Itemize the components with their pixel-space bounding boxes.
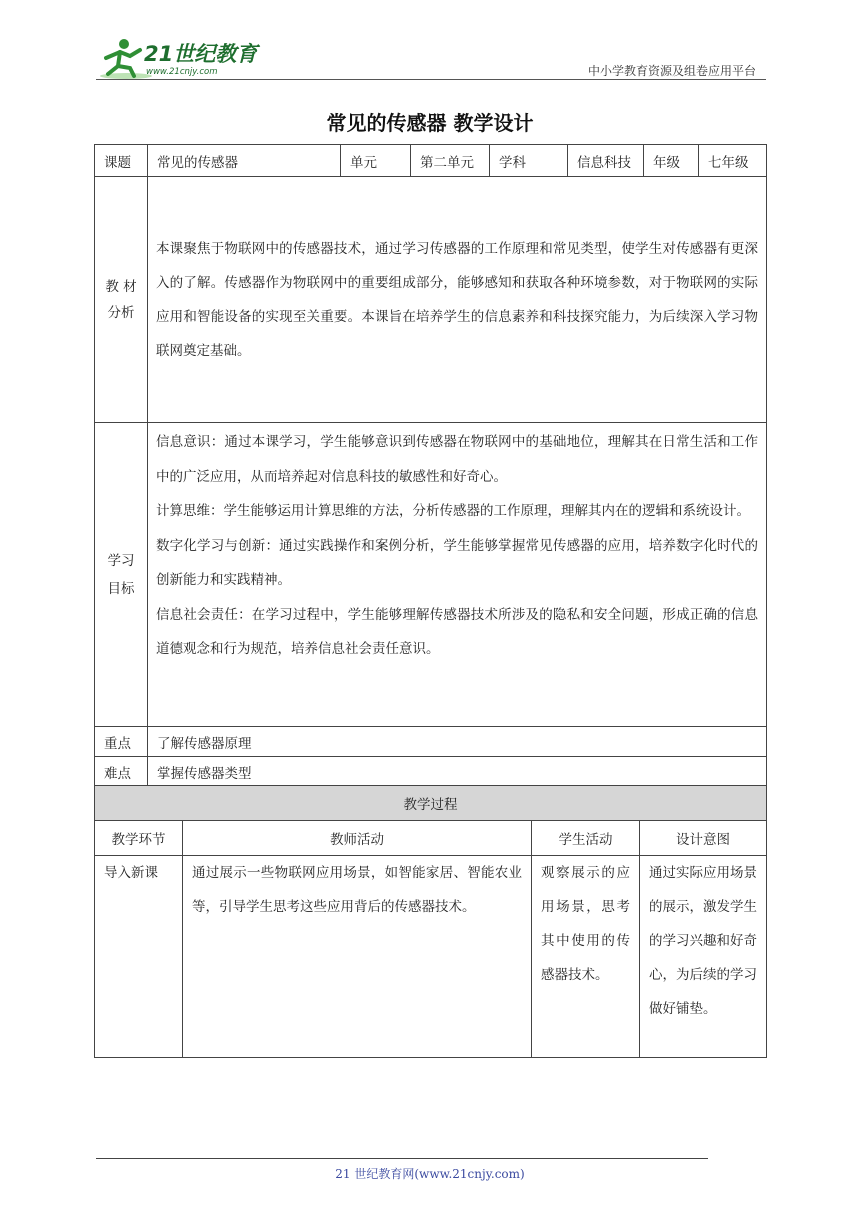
design-intent-text: 通过实际应用场景的展示，激发学生的学习兴趣和好奇心，为后续的学习做好铺垫。: [649, 865, 757, 1017]
goals-label-line2: 目标: [107, 580, 135, 597]
grade-value: 七年级: [699, 145, 767, 177]
page-title: 常见的传感器 教学设计: [326, 111, 534, 135]
process-title-row: [95, 786, 767, 821]
goal-item: 计算思维：学生能够运用计算思维的方法，分析传感器的工作原理，理解其内在的逻辑和系统设计。: [156, 503, 750, 519]
analysis-row: [95, 177, 767, 423]
student-activity-text: 观察展示的应用场景，思考其中使用的传感器技术。: [541, 865, 630, 983]
goals-label-line1: 学习: [107, 552, 135, 569]
topic-value: 常见的传感器: [148, 145, 341, 177]
teacher-activity-cell: [183, 856, 532, 1058]
lesson-info-table: [94, 144, 767, 787]
logo-wordmark: 21世纪教育: [144, 42, 258, 66]
column-header: 教学环节: [95, 821, 183, 856]
analysis-label: [95, 177, 148, 423]
site-logo[interactable]: [96, 36, 266, 84]
analysis-text: 本课聚焦于物联网中的传感器技术，通过学习传感器的工作原理和常见类型，使学生对传感器有更深入的了解。传感器作为物联网中的重要组成部分，能够感知和获取各种环境参数，对于物联网的实际应用和智能设备的实现至关重要。本课旨在培养学生的信息素养和科技探究能力，为后续深入学习物联网奠定基础。: [156, 240, 758, 359]
analysis-cell: [148, 177, 767, 423]
process-header-row: [95, 821, 767, 856]
header-divider: [96, 79, 766, 80]
goals-label: [95, 423, 148, 727]
footer-divider: [96, 1158, 708, 1159]
column-header: 设计意图: [640, 821, 767, 856]
student-activity-cell: [532, 856, 640, 1058]
analysis-label-line2: 分析: [107, 304, 135, 321]
difficulty-row: [95, 757, 767, 787]
goal-item: 信息社会责任：在学习过程中，学生能够理解传感器技术所涉及的隐私和安全问题，形成正确的信息道德观念和行为规范，培养信息社会责任意识。: [156, 606, 758, 657]
key-point-value: 了解传感器原理: [148, 727, 767, 757]
teaching-process-table: [94, 785, 767, 1058]
info-row: [95, 145, 767, 177]
topic-label: 课题: [95, 145, 148, 177]
runner-logo-icon: [96, 36, 266, 84]
process-title: 教学过程: [95, 786, 767, 821]
key-point-row: [95, 727, 767, 757]
table-row: [95, 856, 767, 1058]
logo-url: www.21cnjy.com: [146, 67, 218, 77]
column-header: 学生活动: [532, 821, 640, 856]
analysis-label-line1: 教 材: [105, 278, 137, 295]
platform-name: 中小学教育资源及组卷应用平台: [587, 64, 756, 78]
goals-cell: [148, 423, 767, 727]
goals-row: [95, 423, 767, 727]
column-header: 教师活动: [183, 821, 532, 856]
unit-value: 第二单元: [411, 145, 490, 177]
footer-link[interactable]: 21 世纪教育网(www.21cnjy.com): [335, 1167, 525, 1181]
difficulty-value: 掌握传感器类型: [148, 757, 767, 787]
difficulty-label: 难点: [95, 757, 148, 787]
subject-label: 学科: [490, 145, 568, 177]
teacher-activity-text: 通过展示一些物联网应用场景，如智能家居、智能农业等，引导学生思考这些应用背后的传感器技术。: [192, 865, 522, 915]
unit-label: 单元: [341, 145, 411, 177]
stage-cell: 导入新课: [95, 856, 183, 1058]
grade-label: 年级: [644, 145, 699, 177]
design-intent-cell: [640, 856, 767, 1058]
subject-value: 信息科技: [568, 145, 644, 177]
key-point-label: 重点: [95, 727, 148, 757]
goal-item: 数字化学习与创新：通过实践操作和案例分析，学生能够掌握常见传感器的应用，培养数字化时代的创新能力和实践精神。: [156, 537, 758, 588]
goal-item: 信息意识：通过本课学习，学生能够意识到传感器在物联网中的基础地位，理解其在日常生活和工作中的广泛应用，从而培养起对信息科技的敏感性和好奇心。: [156, 434, 758, 485]
